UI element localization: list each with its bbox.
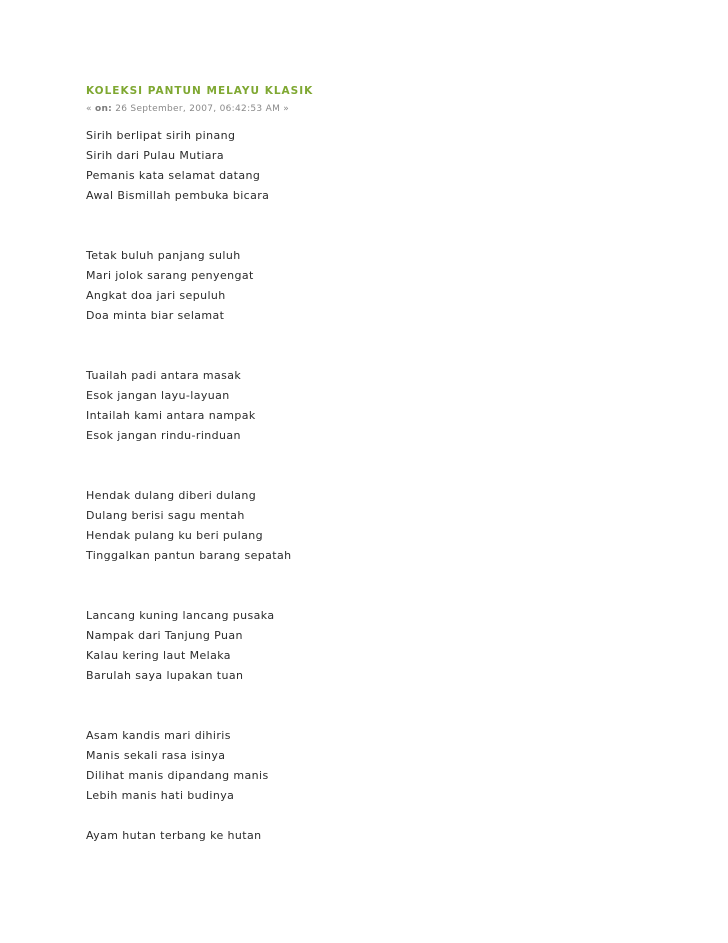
pantun-line: Mari jolok sarang penyengat [86, 269, 254, 282]
pantun-line: Hendak pulang ku beri pulang [86, 529, 264, 542]
stanza-5 [86, 606, 686, 686]
pantun-line: Ayam hutan terbang ke hutan [86, 829, 262, 842]
post-meta [86, 102, 686, 116]
pantun-line: Tetak buluh panjang suluh [86, 249, 241, 262]
stanza-2 [86, 246, 686, 326]
pantun-line: Doa minta biar selamat [86, 309, 225, 322]
pantun-line: Tuailah padi antara masak [86, 369, 242, 382]
meta-on-label: on: [94, 104, 113, 114]
stanza-spacer [86, 566, 686, 606]
post-title: KOLEKSI PANTUN MELAYU KLASIK [86, 85, 314, 97]
stanza-spacer [86, 326, 686, 366]
pantun-line: Asam kandis mari dihiris [86, 729, 231, 742]
pantun-line: Hendak dulang diberi dulang [86, 489, 257, 502]
pantun-line: Kalau kering laut Melaka [86, 649, 231, 662]
pantun-line: Intailah kami antara nampak [86, 409, 256, 422]
post [86, 84, 686, 846]
pantun-line: Sirih dari Pulau Mutiara [86, 149, 224, 162]
pantun-line: Esok jangan layu-layuan [86, 389, 230, 402]
pantun-line: Lebih manis hati budinya [86, 789, 235, 802]
pantun-line: Sirih berlipat sirih pinang [86, 129, 236, 142]
stanza-spacer [86, 806, 686, 826]
pantun-line: Angkat doa jari sepuluh [86, 289, 226, 302]
stanza-spacer [86, 206, 686, 246]
stanza-1 [86, 126, 686, 206]
pantun-line: Nampak dari Tanjung Puan [86, 629, 243, 642]
pantun-line: Dulang berisi sagu mentah [86, 509, 245, 522]
pantun-line: Awal Bismillah pembuka bicara [86, 189, 270, 202]
pantun-line: Dilihat manis dipandang manis [86, 769, 269, 782]
stanza-7 [86, 826, 686, 846]
stanza-4 [86, 486, 686, 566]
pantun-line: Barulah saya lupakan tuan [86, 669, 244, 682]
post-date: 26 September, 2007, 06:42:53 AM » [112, 104, 290, 114]
stanza-spacer [86, 446, 686, 486]
pantun-line: Lancang kuning lancang pusaka [86, 609, 275, 622]
pantun-line: Esok jangan rindu-rinduan [86, 429, 241, 442]
pantun-line: Manis sekali rasa isinya [86, 749, 226, 762]
pantun-line: Tinggalkan pantun barang sepatah [86, 549, 292, 562]
stanza-6 [86, 726, 686, 806]
stanza-3 [86, 366, 686, 446]
stanza-spacer [86, 686, 686, 726]
pantun-line: Pemanis kata selamat datang [86, 169, 261, 182]
meta-prefix: « [86, 104, 95, 114]
pantun-collection [86, 126, 686, 846]
